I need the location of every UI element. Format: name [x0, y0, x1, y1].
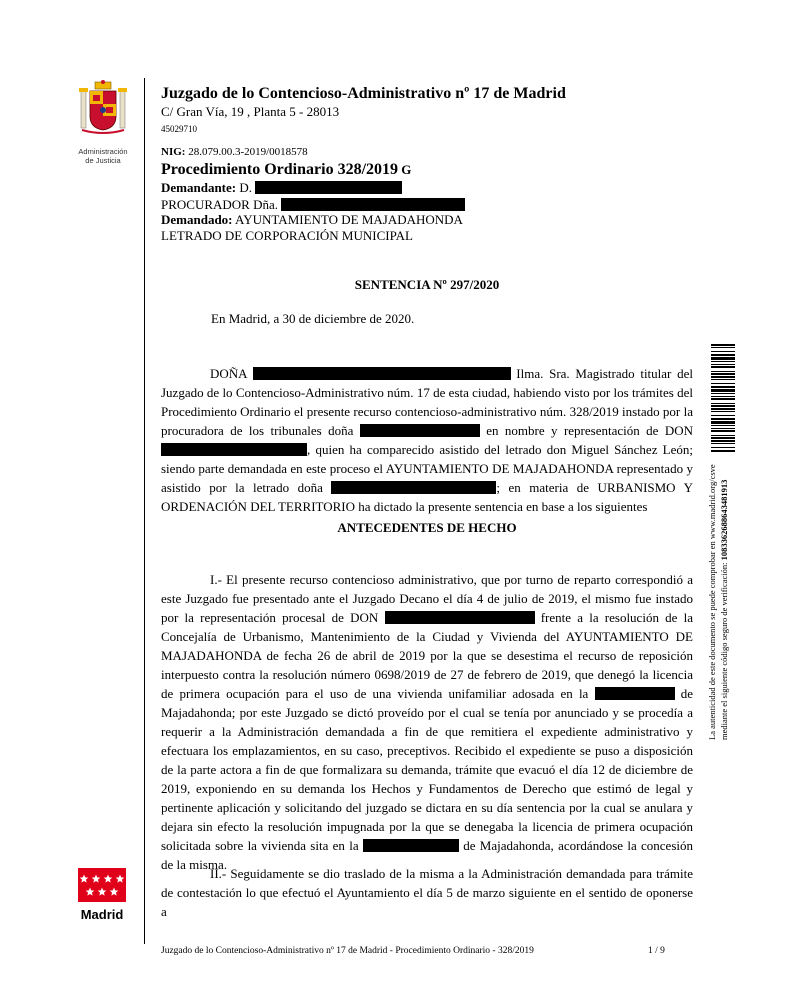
procurator-label: PROCURADOR Dña.	[161, 197, 279, 212]
sentence-title: SENTENCIA Nº 297/2020	[354, 277, 500, 292]
date-line: En Madrid, a 30 de diciembre de 2020.	[211, 311, 415, 326]
barcode	[711, 344, 735, 452]
barcode-bar	[711, 408, 735, 410]
defendant-label: Demandado:	[161, 212, 233, 227]
margin-rule	[144, 78, 145, 944]
barcode-bar	[711, 366, 735, 368]
redaction	[385, 611, 535, 624]
redaction	[161, 443, 307, 456]
redaction	[363, 839, 459, 852]
redaction	[281, 198, 465, 211]
barcode-bar	[711, 443, 735, 444]
barcode-bar	[711, 351, 735, 352]
procedure-suffix: G	[398, 162, 412, 177]
intro-text-5: ; en materia de URBANISMO Y ORDENACIÓN DEL TERRITORIO ha dictado la presente sentencia en base a los siguientes	[161, 480, 693, 514]
section-title: ANTECEDENTES DE HECHO	[337, 520, 517, 535]
redaction	[253, 367, 511, 380]
barcode-bar	[711, 398, 735, 400]
madrid-logo-label: Madrid	[80, 907, 124, 922]
para1-text-a: I.- El presente recurso contencioso administrativo, que por turno de reparto correspondió a este Juzgado fue presentado ante el Juzgado Decano el día 4 de julio de 2019, el mismo fue instado por la representación procesal de DON	[161, 572, 693, 625]
intro-paragraph	[161, 364, 693, 516]
barcode-bar	[711, 418, 735, 420]
verification-line-2	[718, 460, 730, 740]
barcode-bar	[711, 405, 735, 407]
barcode-bar	[711, 361, 735, 362]
procedure-line	[161, 160, 411, 180]
intro-text-3: en nombre y representación de DON	[479, 423, 693, 438]
madrid-logo	[78, 868, 126, 922]
paragraph-1	[161, 570, 693, 874]
redaction	[595, 687, 675, 700]
barcode-bar	[711, 428, 735, 429]
barcode-bar	[711, 447, 735, 448]
barcode-bar	[711, 383, 735, 384]
court-name: Juzgado de lo Contencioso-Administrativo nº 17 de Madrid	[161, 85, 566, 102]
barcode-bar	[711, 435, 735, 436]
nig-label: NIG:	[161, 146, 186, 158]
logo-label-1: Administración	[78, 147, 128, 156]
nig-value: 28.079.00.3-2019/0018578	[185, 146, 308, 158]
barcode-bar	[711, 376, 735, 378]
barcode-bar	[711, 440, 735, 442]
barcode-bar	[711, 344, 735, 346]
barcode-bar	[711, 393, 735, 394]
barcode-bar	[711, 450, 735, 452]
verification-label: mediante el siguiente código seguro de verificación:	[719, 560, 729, 740]
barcode-bar	[711, 437, 735, 439]
barcode-bar	[711, 396, 735, 397]
verification-line-1: La autenticidad de este documento se puede comprobar en www.madrid.org/csve	[707, 464, 717, 740]
court-address: C/ Gran Vía, 19 , Planta 5 - 28013	[161, 104, 340, 119]
para1-text-b: frente a la resolución de la Concejalía de Urbanismo, Mantenimiento de la Ciudad y Vivienda del AYUNTAMIENTO DE MAJADAHONDA de fecha 26 de abril de 2019 por la que se desestima el recurso de reposición interpuesto contra la resolución número 0698/2019 de 27 de febrero de 2019, que denegó la licencia de primera ocupación para el uso de una vivienda unifamiliar adosada en la	[161, 610, 694, 701]
defendant-value: AYUNTAMIENTO DE MAJADAHONDA	[232, 212, 463, 227]
para1-text-d: de Majadahonda, acordándose la concesión de la misma.	[161, 838, 693, 872]
nig-line	[161, 144, 308, 160]
plaintiff-value: D.	[236, 180, 252, 195]
barcode-bar	[711, 389, 735, 392]
barcode-bar	[711, 347, 735, 348]
intro-text-1: DOÑA	[210, 366, 253, 381]
barcode-bar	[711, 379, 735, 380]
procedure-title: Procedimiento Ordinario 328/2019	[161, 161, 399, 178]
verification-note	[706, 460, 742, 740]
defendant-line	[161, 212, 463, 228]
intro-text-2: Ilma. Sra. Magistrado titular del Juzgado de lo Contencioso-Administrativo núm. 17 de esta ciudad, habiendo visto por los trámites del Procedimiento Ordinario el presente recurso contencioso-administrativo núm. 328/2019 instado por la procuradora de los tribunales doña	[161, 366, 693, 438]
redaction	[331, 481, 496, 494]
barcode-bar	[711, 430, 735, 432]
barcode-bar	[711, 354, 735, 356]
para1-text-c: de Majadahonda; por este Juzgado se dictó proveído por el cual se tenía por anunciado y se procedía a requerir a la Administración demandada a fin de que remitiera el expediente administrativo y efectuara los emplazamientos, en su caso, preceptivos. Recibido el expediente se puso a disposición de la parte actora a fin de que formalizara su demanda, trámite que evacuó el día 12 de diciembre de 2019, exponiendo en su demanda los Hechos y Fundamentos de Derecho que estimó de legal y pertinente aplicación y solicitando del juzgado se dictara en su día sentencia por la cual se anulara y dejara sin efecto la resolución impugnada por la que se denegaba la licencia de primera ocupación solicitada sobre la vivienda sita en la	[161, 686, 693, 853]
redaction	[255, 181, 402, 194]
coat-of-arms-logo	[74, 80, 132, 165]
barcode-bar	[711, 357, 735, 360]
barcode-bar	[711, 415, 735, 416]
barcode-bar	[711, 371, 735, 372]
barcode-bar	[711, 421, 735, 424]
barcode-bar	[711, 403, 735, 404]
verification-code: 1083362688643481913	[719, 479, 729, 561]
page-number: 1 / 9	[648, 946, 665, 956]
footer-text: Juzgado de lo Contencioso-Administrativo nº 17 de Madrid - Procedimiento Ordinario - 328/2019	[161, 946, 534, 956]
barcode-bar	[711, 364, 735, 365]
barcode-bar	[711, 425, 735, 426]
intro-text-4: , quien ha comparecido asistido del letrado don Miguel Sánchez León; siendo parte demandada en este proceso el AYUNTAMIENTO DE MAJADAHONDA representado y asistido por la letrado doña	[161, 442, 693, 495]
paragraph-2	[161, 864, 693, 921]
redaction	[360, 424, 480, 437]
plaintiff-label: Demandante:	[161, 180, 237, 195]
plaintiff-line	[161, 180, 402, 196]
lawyer-line: LETRADO DE CORPORACIÓN MUNICIPAL	[161, 228, 413, 243]
procurator-line	[161, 197, 465, 213]
logo-label-2: de Justicia	[85, 156, 121, 165]
barcode-bar	[711, 373, 735, 375]
para2-text: II.- Seguidamente se dio traslado de la misma a la Administración demandada para trámite de contestación lo que efectuó el Ayuntamiento el día 5 de marzo siguiente en el sentido de oponerse a	[161, 866, 693, 919]
barcode-bar	[711, 386, 735, 388]
barcode-bar	[711, 411, 735, 412]
court-code: 45029710	[161, 124, 197, 134]
